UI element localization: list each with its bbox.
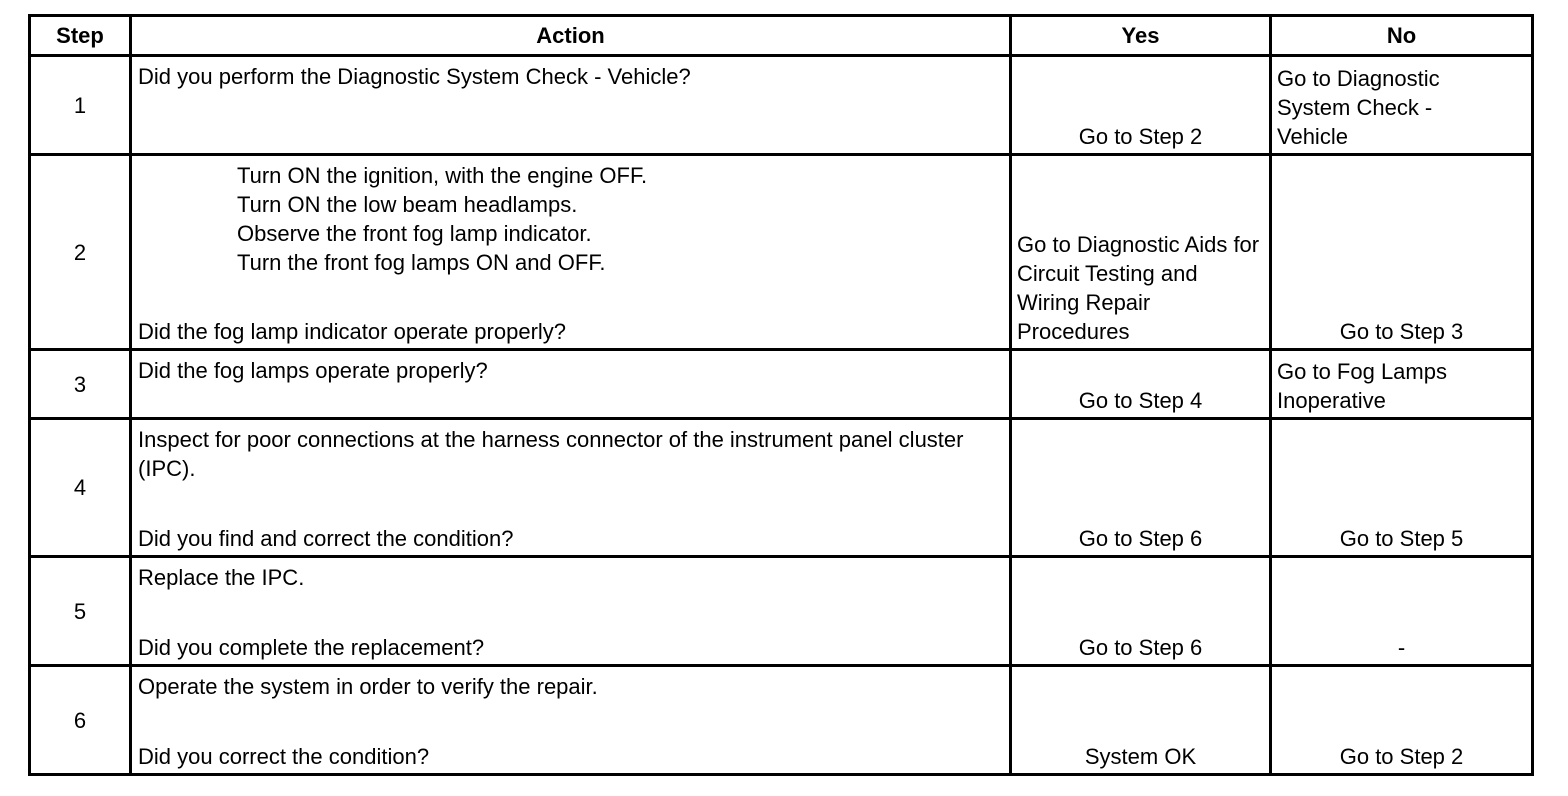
table-row (30, 350, 1533, 419)
yes-answer: System OK (1084, 744, 1197, 769)
header-action: Action (131, 16, 1011, 56)
table-row (30, 155, 1533, 350)
substep-item: Turn ON the ignition, with the engine OFF. (237, 163, 648, 188)
action-text: Replace the IPC. (138, 565, 305, 590)
step-number: 2 (30, 155, 131, 350)
table-row (30, 557, 1533, 666)
yes-cell (1011, 557, 1271, 666)
step-number: 6 (30, 666, 131, 775)
step-number: 4 (30, 419, 131, 557)
no-cell (1271, 557, 1533, 666)
table-row (30, 666, 1533, 775)
substep-list (138, 161, 1003, 277)
table-row (30, 419, 1533, 557)
table-row (30, 56, 1533, 155)
yes-answer: Go to Step 2 (1078, 124, 1203, 149)
yes-answer: Go to Step 6 (1078, 635, 1203, 660)
yes-cell (1011, 350, 1271, 419)
substep-item: Turn the front fog lamps ON and OFF. (237, 250, 606, 275)
substep-item: Turn ON the low beam headlamps. (237, 192, 578, 217)
step-number: 5 (30, 557, 131, 666)
yes-answer: Go to Step 6 (1078, 526, 1203, 551)
step-number: 3 (30, 350, 131, 419)
yes-cell (1011, 155, 1271, 350)
no-answer: Go to Fog Lamps Inoperative (1277, 359, 1447, 413)
action-cell (131, 666, 1011, 775)
yes-cell (1011, 666, 1271, 775)
action-cell (131, 56, 1011, 155)
no-cell (1271, 56, 1533, 155)
substep-item: Observe the front fog lamp indicator. (237, 221, 592, 246)
yes-cell (1011, 56, 1271, 155)
table-header-row (30, 16, 1533, 56)
step-number: 1 (30, 56, 131, 155)
header-no: No (1271, 16, 1533, 56)
diagnostic-table (28, 14, 1534, 776)
action-cell (131, 557, 1011, 666)
action-text: Did the fog lamps operate properly? (138, 358, 488, 383)
action-question: Did the fog lamp indicator operate properly? (138, 319, 567, 344)
no-cell (1271, 419, 1533, 557)
no-cell (1271, 155, 1533, 350)
no-answer: Go to Step 2 (1339, 744, 1464, 769)
no-answer: Go to Diagnostic System Check - Vehicle (1277, 66, 1440, 149)
action-text: Operate the system in order to verify the repair. (138, 674, 598, 699)
no-answer: Go to Step 3 (1339, 319, 1464, 344)
action-question: Did you find and correct the condition? (138, 526, 514, 551)
yes-answer: Go to Step 4 (1078, 388, 1203, 413)
action-text: Did you perform the Diagnostic System Check - Vehicle? (138, 64, 691, 89)
action-question: Did you correct the condition? (138, 744, 430, 769)
action-question: Did you complete the replacement? (138, 635, 485, 660)
header-yes: Yes (1011, 16, 1271, 56)
yes-answer: Go to Diagnostic Aids for Circuit Testing and Wiring Repair Procedures (1017, 232, 1260, 344)
header-step: Step (30, 16, 131, 56)
no-answer: - (1397, 635, 1406, 660)
action-cell (131, 419, 1011, 557)
action-cell (131, 350, 1011, 419)
action-cell (131, 155, 1011, 350)
no-cell (1271, 350, 1533, 419)
action-text: Inspect for poor connections at the harness connector of the instrument panel cluster (IPC). (138, 427, 964, 481)
yes-cell (1011, 419, 1271, 557)
no-cell (1271, 666, 1533, 775)
no-answer: Go to Step 5 (1339, 526, 1464, 551)
